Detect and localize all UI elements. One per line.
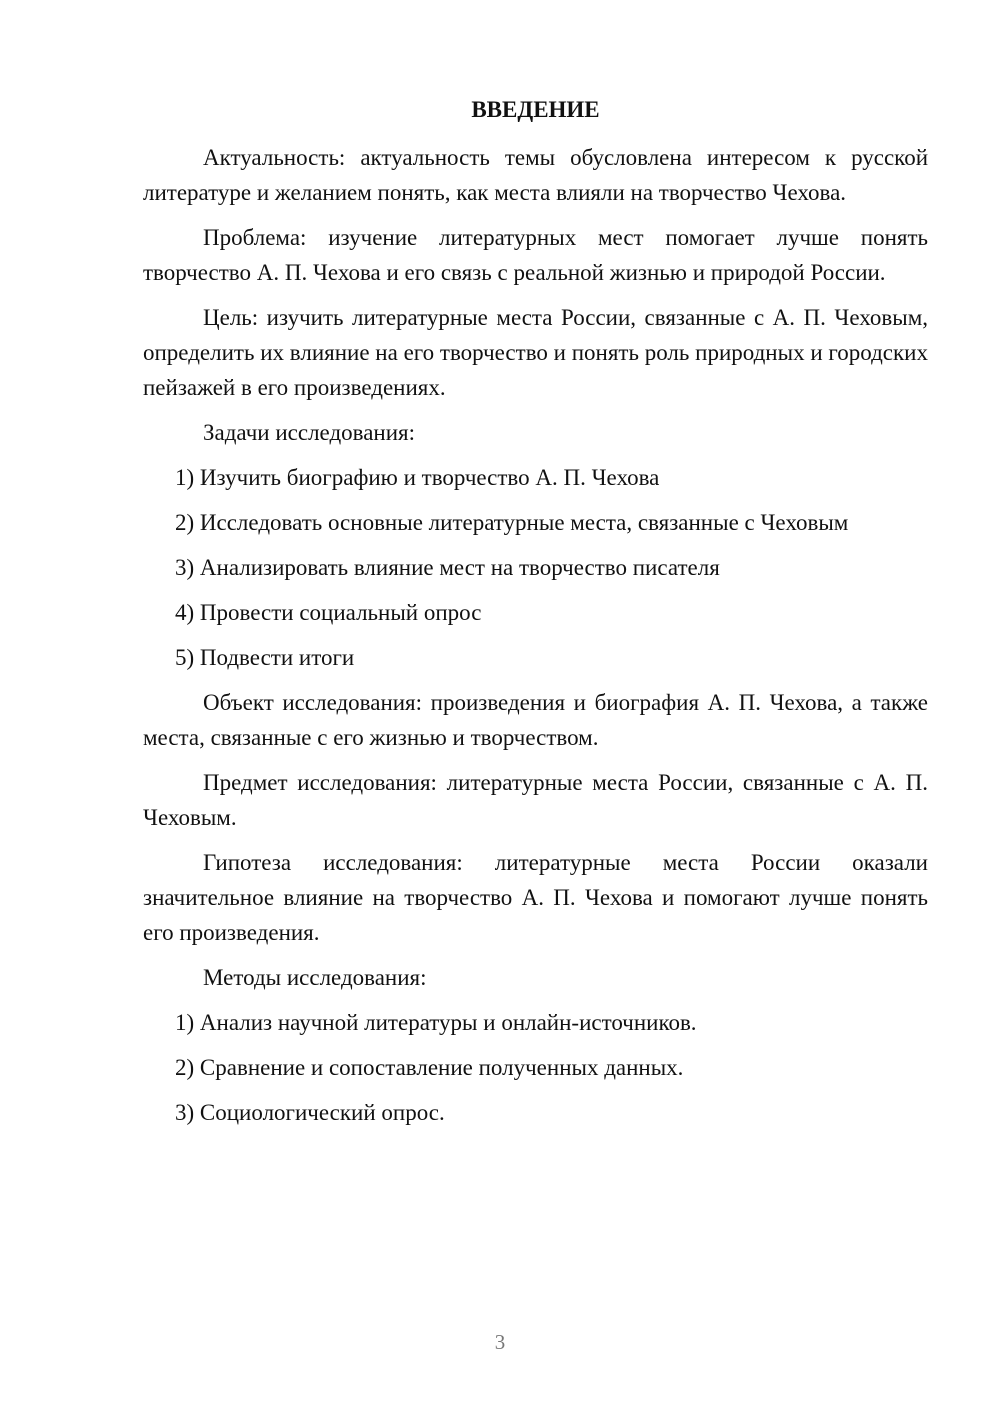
subject-paragraph: Предмет исследования: литературные места России, связанные с А. П. Чеховым. — [143, 770, 928, 830]
task-item: 1) Изучить биографию и творчество А. П. Чехова — [175, 465, 660, 490]
methods-intro: Методы исследования: — [203, 965, 427, 990]
task-item: 5) Подвести итоги — [175, 645, 355, 670]
relevance-paragraph: Актуальность: актуальность темы обусловлена интересом к русской литературе и желанием понять, как места влияли на творчество Чехова. — [143, 145, 928, 205]
task-item: 2) Исследовать основные литературные места, связанные с Чеховым — [175, 510, 849, 535]
section-heading: ВВЕДЕНИЕ — [471, 97, 600, 122]
goal-paragraph: Цель: изучить литературные места России, связанные с А. П. Чеховым, определить их влияние на его творчество и понять роль природных и городских пейзажей в его произведениях. — [143, 305, 928, 400]
page-number: 3 — [494, 1330, 506, 1354]
document-page — [143, 90, 928, 1140]
tasks-intro: Задачи исследования: — [203, 420, 416, 445]
method-item: 2) Сравнение и сопоставление полученных данных. — [175, 1055, 684, 1080]
task-item: 3) Анализировать влияние мест на творчество писателя — [175, 555, 720, 580]
hypothesis-paragraph: Гипотеза исследования: литературные места России оказали значительное влияние на творчество А. П. Чехова и помогают лучше понять его произведения. — [143, 850, 928, 945]
method-item: 1) Анализ научной литературы и онлайн-источников. — [175, 1010, 697, 1035]
task-item: 4) Провести социальный опрос — [175, 600, 482, 625]
method-item: 3) Социологический опрос. — [175, 1100, 445, 1125]
problem-paragraph: Проблема: изучение литературных мест помогает лучше понять творчество А. П. Чехова и его связь с реальной жизнью и природой России. — [143, 225, 928, 285]
object-paragraph: Объект исследования: произведения и биография А. П. Чехова, а также места, связанные с его жизнью и творчеством. — [143, 690, 928, 750]
